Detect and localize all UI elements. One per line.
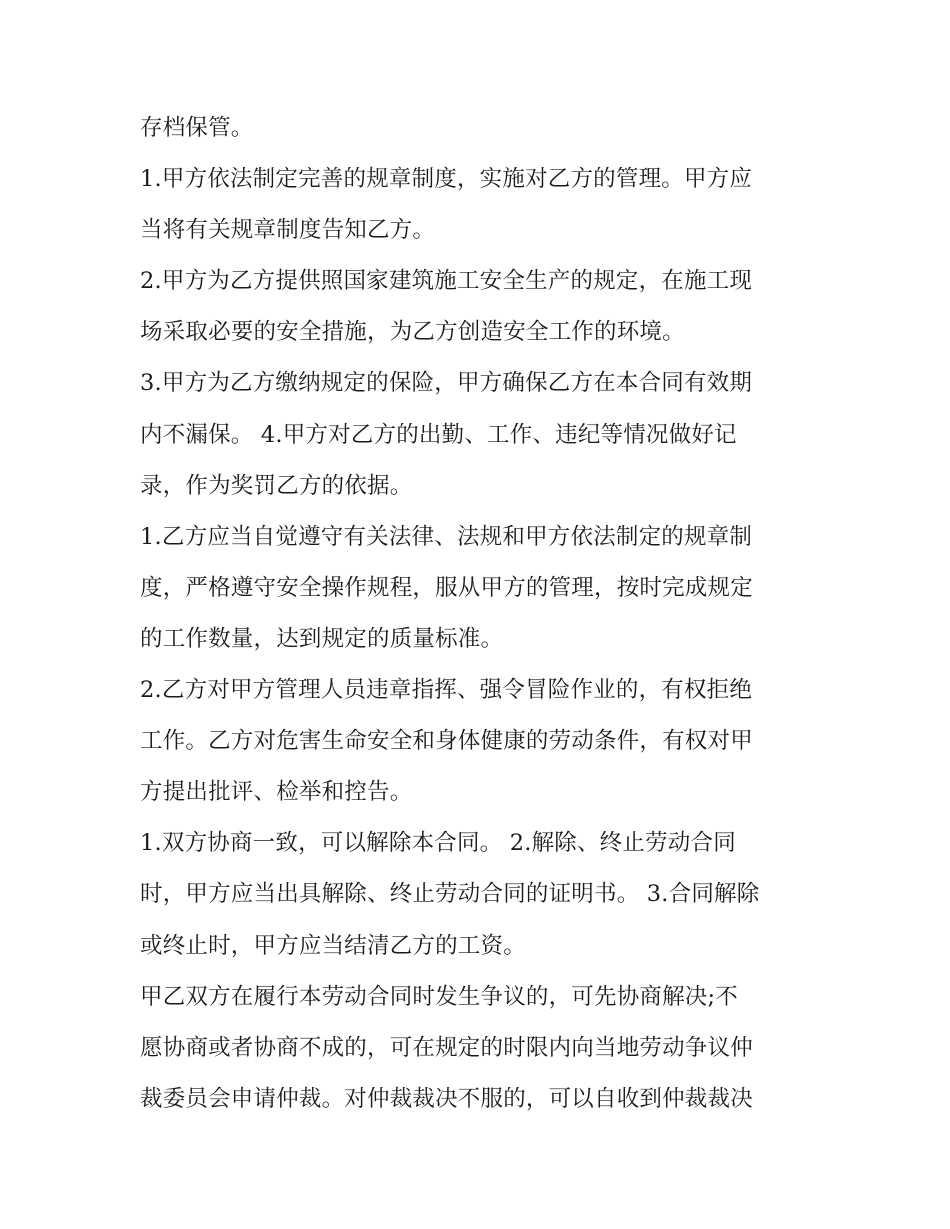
text-line: 度，严格遵守安全操作规程，服从甲方的管理，按时完成规定: [140, 574, 753, 601]
text-line: 1.甲方依法制定完善的规章制度，实施对乙方的管理。甲方应: [140, 166, 753, 193]
text-line: 裁委员会申请仲裁。对仲裁裁决不服的，可以自收到仲裁裁决: [140, 1085, 753, 1112]
text-line: 存档保管。: [140, 115, 254, 141]
text-line: 甲乙双方在履行本劳动合同时发生争议的，可先协商解决;不: [140, 983, 738, 1010]
text-line: 或终止时，甲方应当结清乙方的工资。: [140, 932, 526, 959]
text-line: 当将有关规章制度告知乙方。: [140, 217, 436, 244]
document-body: [140, 103, 820, 1125]
text-line: 时，甲方应当出具解除、终止劳动合同的证明书。 3.合同解除: [140, 881, 760, 908]
text-line: 2.乙方对甲方管理人员违章指挥、强令冒险作业的，有权拒绝: [140, 677, 753, 704]
text-line: 1.乙方应当自觉遵守有关法律、法规和甲方依法制定的规章制: [140, 523, 753, 550]
text-line: 方提出批评、检举和控告。: [140, 779, 413, 806]
text-line: 的工作数量，达到规定的质量标准。: [140, 625, 504, 652]
text-line: 工作。乙方对危害生命安全和身体健康的劳动条件，有权对甲: [140, 728, 753, 755]
text-line: 场采取必要的安全措施，为乙方创造安全工作的环境。: [140, 319, 685, 346]
text-line: 录，作为奖罚乙方的依据。: [140, 472, 413, 499]
text-line: 3.甲方为乙方缴纳规定的保险，甲方确保乙方在本合同有效期: [140, 370, 753, 397]
text-line: 2.甲方为乙方提供照国家建筑施工安全生产的规定，在施工现: [140, 268, 753, 295]
text-line: 1.双方协商一致，可以解除本合同。 2.解除、终止劳动合同: [140, 830, 736, 857]
text-line: 内不漏保。 4.甲方对乙方的出勤、工作、违纪等情况做好记: [140, 421, 737, 448]
text-line: 愿协商或者协商不成的，可在规定的时限内向当地劳动争议仲: [140, 1034, 753, 1061]
